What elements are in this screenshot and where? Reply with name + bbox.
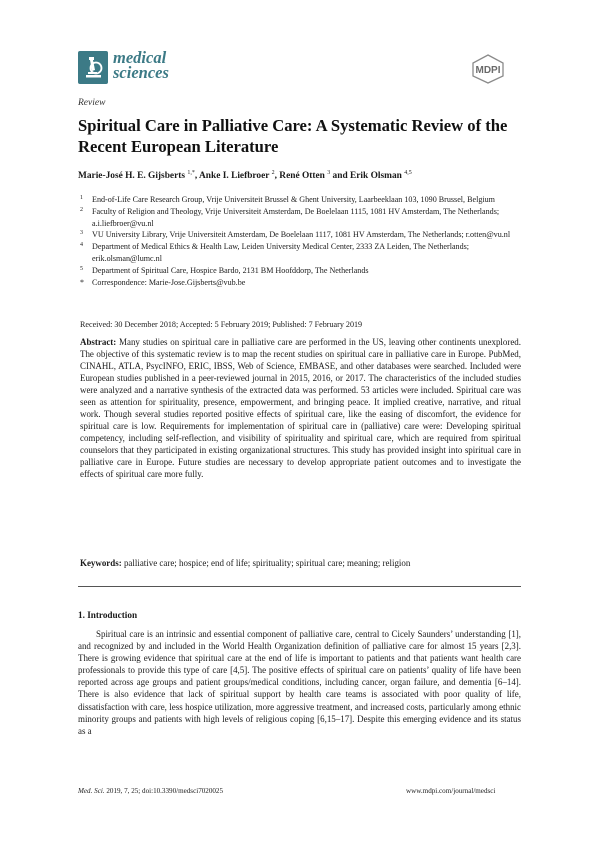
author-name: René Otten xyxy=(279,171,325,182)
affiliation-mark: 2 xyxy=(80,206,83,213)
author-name: Marie-José H. E. Gijsberts xyxy=(78,171,186,182)
journal-url[interactable]: www.mdpi.com/journal/medsci xyxy=(406,787,496,795)
author-conjunction: and xyxy=(330,171,351,182)
affiliation-text: Department of Spiritual Care, Hospice Bardo, 2131 BM Hoofddorp, The Netherlands xyxy=(92,265,369,275)
keywords-text: palliative care; hospice; end of life; spirituality; spiritual care; meaning; religion xyxy=(123,558,411,568)
citation-details: 2019, 7, 25; doi:10.3390/medsci7020025 xyxy=(104,787,224,795)
affiliation-text: VU University Library, Vrije Universiteit Amsterdam, De Boelelaan 1117, 1081 HV Amsterdam, The Netherlands; r.otten@vu.nl xyxy=(92,230,511,240)
abstract-text: Many studies on spiritual care in palliative care are performed in the US, leaving other continents unexplored. The objective of this systematic review is to map the recent studies on spiritual care in palliative care in Europe. PubMed, CINAHL, ATLA, PsycINFO, ERIC, IBSS, Web of Science, EMBASE, and other databases were searched. Included were European studies published in a peer-reviewed journal in 2015, 2016, or 2017. The characteristics of the included studies were analyzed and a narrative synthesis of the extracted data was performed. 53 articles were included. Spiritual care was seen as attention for spirituality, presence, empowerment, and bringing peace. It implied creative, narrative, and ritual work. Though several studies reported positive effects of spiritual care, like the easing of discomfort, the evidence for spiritual care is low. Requirements for implementation of spiritual care in (palliative) care were: Developing spiritual competency, including self-reflection, and visibility of spirituality and spiritual care, which are required from spiritual counselors that they participated in existing organizational structures. This study has provided insight into spiritual care in palliative care in Europe. Future studies are necessary to develop appropriate patient outcomes and to investigate the effects of spiritual care more fully. xyxy=(80,337,522,479)
affiliation-mark: * xyxy=(80,277,84,287)
author-affiliation-mark: 1,* xyxy=(187,170,195,176)
author-list xyxy=(78,170,412,181)
introduction-paragraph: Spiritual care is an intrinsic and essential component of palliative care, central to Cicely Saunders’ understanding [1], and recognized by and included in the World Health Organization definition of palliative care for almost 15 years [2,3]. There is growing evidence that spiritual care at the end of life is important to patients and that patients want health care professionals to provide this type of care [4,5]. The positive effects of spiritual care on patients’ quality of life have been reported across age groups and patient groups/medical conditions, including cancer, organ failure, and dementia [6–14]. There is also evidence that lack of spiritual support by health care teams is associated with poor quality of life, dissatisfaction with care, less hospice utilization, more aggressive treatment, and increased costs, particularly among ethnic minority groups and patients with high levels of religious coping [6,15–17]. Despite this emerging evidence and its status as a xyxy=(78,629,521,736)
abstract-label: Abstract: xyxy=(80,337,117,347)
affiliations xyxy=(80,194,520,288)
keywords xyxy=(80,558,410,568)
journal-name-line1: medical xyxy=(113,48,167,67)
affiliation-text: Department of Medical Ethics & Health Law, Leiden University Medical Center, 2333 ZA Leiden, The Netherlands; erik.olsman@lumc.nl xyxy=(92,242,470,263)
citation-footer xyxy=(78,787,223,795)
journal-name-line2: sciences xyxy=(113,62,169,82)
article-type: Review xyxy=(78,98,106,108)
affiliation xyxy=(80,265,520,277)
affiliation-text: Faculty of Religion and Theology, Vrije Universiteit Amsterdam, De Boelelaan 1115, 1081 HV Amsterdam, The Netherlands; a.i.liefbroer@vu.nl xyxy=(92,206,500,228)
affiliation xyxy=(80,194,520,206)
mdpi-logo xyxy=(471,54,505,89)
journal-abbreviation: Med. Sci. xyxy=(78,787,105,795)
author-affiliation-mark: 3 xyxy=(327,170,331,176)
journal-name xyxy=(113,48,169,82)
affiliation-mark: 5 xyxy=(80,265,83,272)
correspondence-text: Correspondence: Marie-Jose.Gijsberts@vub.be xyxy=(92,277,246,287)
section-divider xyxy=(78,586,521,587)
article-title: Spiritual Care in Palliative Care: A Systematic Review of the Recent European Literature xyxy=(78,116,508,156)
author-separator: , xyxy=(274,171,280,182)
author-name: Erik Olsman xyxy=(350,171,402,182)
affiliation xyxy=(80,206,520,230)
author-separator: , xyxy=(194,171,200,182)
publication-dates: Received: 30 December 2018; Accepted: 5 February 2019; Published: 7 February 2019 xyxy=(80,320,363,329)
journal-logo-icon xyxy=(78,51,108,84)
author-affiliation-mark: 2 xyxy=(271,170,275,176)
author-affiliation-mark: 4,5 xyxy=(404,170,412,176)
affiliation-mark: 4 xyxy=(80,242,83,249)
affiliation xyxy=(80,241,520,265)
correspondence xyxy=(80,277,520,289)
author-name: Anke I. Liefbroer xyxy=(199,171,270,182)
keywords-label: Keywords: xyxy=(80,558,122,568)
section-heading: 1. Introduction xyxy=(78,610,138,620)
affiliation-mark: 1 xyxy=(80,195,83,201)
microscope-icon xyxy=(78,51,108,84)
affiliation xyxy=(80,229,520,241)
affiliation-mark: 3 xyxy=(80,230,83,237)
publisher-label: MDPI xyxy=(475,65,501,76)
abstract xyxy=(80,336,521,543)
affiliation-text: End-of-Life Care Research Group, Vrije Universiteit Brussel & Ghent University, Laarbeeklaan 103, 1090 Brussel, Belgium xyxy=(92,195,495,204)
